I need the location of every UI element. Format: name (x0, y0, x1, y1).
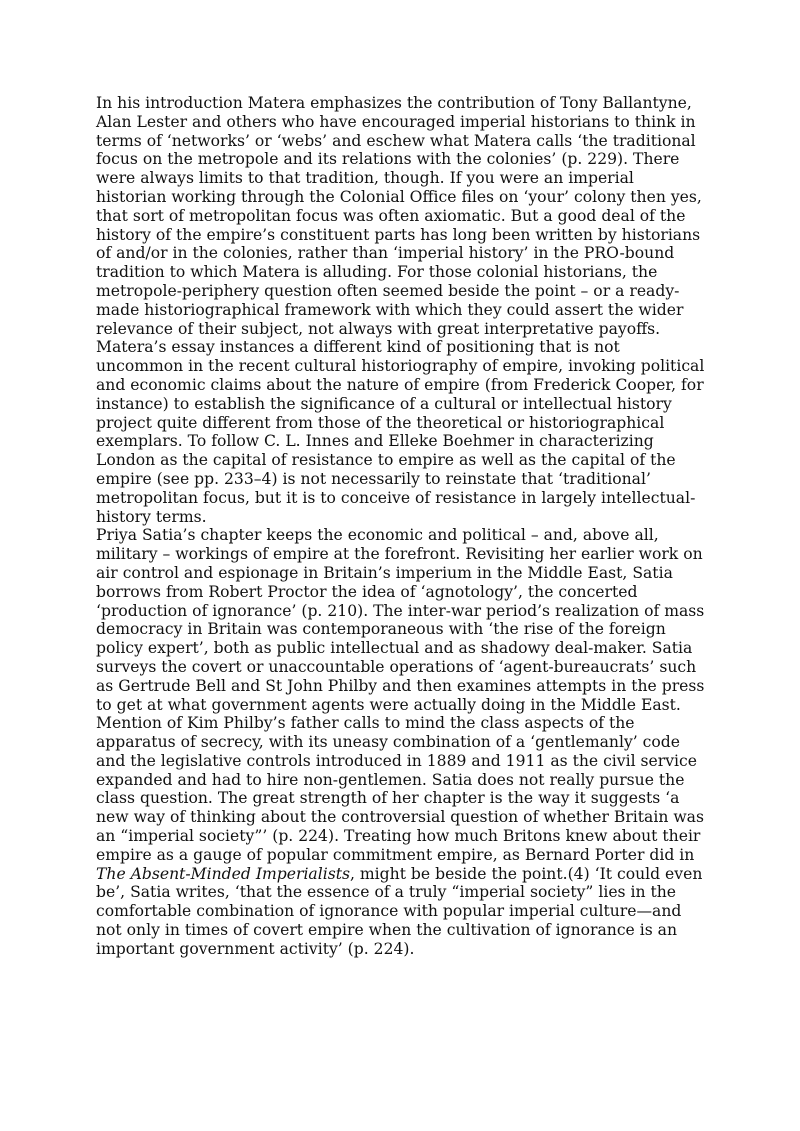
paragraph-text-before-title: Priya Satia’s chapter keeps the economic and political – and, above all, military – workings of empire at the forefront. Revisiting her earlier work on air control and espionage in Britain’s imperium in the Middle East, Satia borrows from Robert Proctor the idea of ‘agnotology’, the concerted ‘production of ignorance’ (p. 210). The inter-war period’s realization of mass democracy in Britain was contemporaneous with ‘the rise of the foreign policy expert’, both as public intellectual and as shadowy deal-maker. Satia surveys the covert or unaccountable operations of ‘agent-bureaucrats’ such as Gertrude Bell and St John Philby and then examines attempts in the press to get at what government agents were actually doing in the Middle East. Mention of Kim Philby’s father calls to mind the class aspects of the apparatus of secrecy, with its uneasy combination of a ‘gentlemanly’ code and the legislative controls introduced in 1889 and 1911 as the civil service expanded and had to hire non-gentlemen. Satia does not really pursue the class question. The great strength of her chapter is the way it suggests ‘a new way of thinking about the controversial question of whether Britain was an “imperial society”’ (p. 224). Treating how much Britons knew about their empire as a gauge of popular commitment empire, as Bernard Porter did in (96, 526, 705, 864)
book-title: The Absent-Minded Imperialists (96, 864, 350, 883)
paragraph-text: In his introduction Matera emphasizes the contribution of Tony Ballantyne, Alan Lester and others who have encouraged imperial historians to think in terms of ‘networks’ or ‘webs’ and eschew what Matera calls ‘the traditional focus on the metropole and its relations with the colonies’ (p. 229). There were always limits to that tradition, though. If you were an imperial historian working through the Colonial Office files on ‘your’ colony then yes, that sort of metropolitan focus was often axiomatic. But a good deal of the history of the empire’s constituent parts has long been written by historians of and/or in the colonies, rather than ‘imperial history’ in the PRO-bound tradition to which Matera is alluding. For those colonial historians, the metropole-periphery question often seemed beside the point – or a ready-made historiographical framework with which they could assert the wider relevance of their subject, not always with great interpretative payoffs. Matera’s essay instances a different kind of positioning that is not uncommon in the recent cultural historiography of empire, invoking political and economic claims about the nature of empire (from Frederick Cooper, for instance) to establish the significance of a cultural or intellectual history project quite different from those of the theoretical or historiographical exemplars. To follow C. L. Innes and Elleke Boehmer in characterizing London as the capital of resistance to empire as well as the capital of the empire (see pp. 233–4) is not necessarily to reinstate that ‘traditional’ metropolitan focus, but it is to conceive of resistance in largely intellectual-history terms. (96, 94, 705, 526)
paragraph-matera (96, 94, 706, 526)
paragraph-satia (96, 526, 706, 958)
paragraph-text-after-title: , might be beside the point.(4) ‘It could even be’, Satia writes, ‘that the essence of a truly “imperial society” lies in the comfortable combination of ignorance with popular imperial culture—and not only in times of covert empire when the cultivation of ignorance is an important government activity’ (p. 224). (96, 864, 703, 958)
document-body (96, 94, 706, 959)
